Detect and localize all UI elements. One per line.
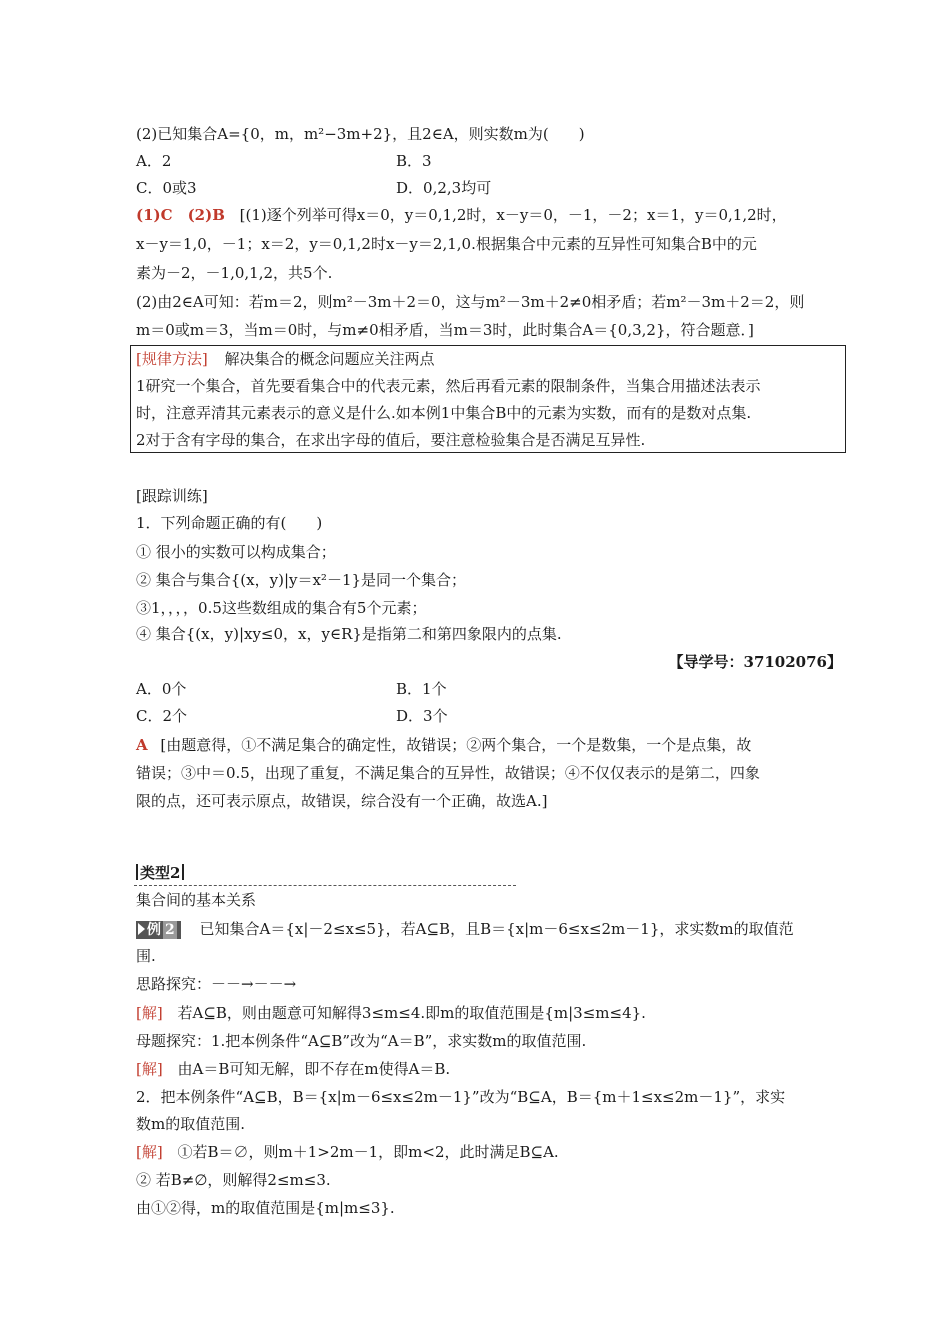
play-icon	[138, 923, 145, 935]
answer-line-2: x－y＝1,0，－1；x＝2，y＝0,1,2时x－y＝2,1,0.根据集合中元素的互异性可知集合B中的元	[136, 235, 757, 253]
answer-tag: (1)C (2)B	[136, 206, 225, 224]
practice-item-3: ③1，，，，0.5这些数组成的集合有5个元素；	[136, 599, 427, 617]
practice-item-4: ④ 集合{(x，y)|xy≤0，x，y∈R}是指第二和第四象限内的点集.	[136, 625, 562, 643]
solution-1: [解] 若A⊆B，则由题意可知解得3≤m≤4.即m的取值范围是{m|3≤m≤4}.	[136, 1004, 646, 1022]
type-heading: 类型2	[134, 862, 186, 883]
example-badge: 例 2	[136, 921, 181, 939]
solution-2: [解] 由A＝B可知无解，即不存在m使得A＝B.	[136, 1060, 451, 1078]
section-divider	[134, 885, 516, 886]
answer-line-4: (2)由2∈A可知：若m＝2，则m²－3m＋2＝0，这与m²－3m＋2≠0相矛盾；若m²－3m＋2＝2，则	[136, 293, 805, 311]
option-a: A．2	[136, 152, 172, 170]
practice-item-2: ② 集合与集合{(x，y)|y＝x²－1}是同一个集合；	[136, 571, 467, 589]
practice-header: [跟踪训练]	[136, 487, 208, 505]
solution-3-line-1: [解] ①若B＝∅，则m＋1>2m－1，即m<2，此时满足B⊆A.	[136, 1143, 559, 1161]
variation-2-line-1: 2．把本例条件“A⊆B，B＝{x|m－6≤x≤2m－1}”改为“B⊆A，B＝{m＋1≤x≤2m－1}”，求实	[136, 1088, 786, 1106]
practice-answer-line-2: 错误；③中＝0.5，出现了重复，不满足集合的互异性，故错误；④不仅仅表示的是第二，四象	[136, 764, 760, 782]
practice-option-b: B．1个	[396, 680, 447, 698]
example-line-1: 例 2 已知集合A＝{x|－2≤x≤5}，若A⊆B，且B＝{x|m－6≤x≤2m－1}，求实数m的取值范	[136, 919, 794, 939]
section-subtitle: 集合间的基本关系	[136, 891, 257, 909]
answer-line-3: 素为－2，－1,0,1,2，共5个.	[136, 264, 333, 282]
practice-option-c: C．2个	[136, 707, 188, 725]
example-line-2: 围.	[136, 947, 156, 965]
method-line-1: 1研究一个集合，首先要看集合中的代表元素，然后再看元素的限制条件，当集合用描述法表示	[136, 377, 761, 395]
option-d: D．0,2,3均可	[396, 179, 492, 197]
answer-line-1: (1)C (2)B [(1)逐个列举可得x＝0，y＝0,1,2时，x－y＝0，－1，－2；x＝1，y＝0,1,2时，	[136, 206, 787, 224]
solution-3-line-3: 由①②得，m的取值范围是{m|m≤3}.	[136, 1199, 395, 1217]
practice-option-a: A．0个	[136, 680, 187, 698]
method-title: 解决集合的概念问题应关注两点	[224, 350, 435, 368]
option-c: C．0或3	[136, 179, 197, 197]
reference-number: 【导学号：37102076】	[668, 653, 842, 671]
option-b: B．3	[396, 152, 432, 170]
question-2-stem: (2)已知集合A={0，m，m²−3m+2}，且2∈A，则实数m为( )	[136, 125, 585, 143]
practice-question: 1．下列命题正确的有( )	[136, 514, 323, 532]
practice-answer-tag: A	[136, 736, 148, 754]
solution-3-line-2: ② 若B≠∅，则解得2≤m≤3.	[136, 1171, 331, 1189]
practice-item-1: ① 很小的实数可以构成集合；	[136, 543, 336, 561]
method-line-2: 时，注意弄清其元素表示的意义是什么.如本例1中集合B中的元素为实数，而有的是数对点集.	[136, 404, 752, 422]
practice-answer-line-3: 限的点，还可表示原点，故错误，综合没有一个正确，故选A.]	[136, 792, 548, 810]
method-tag: [规律方法]	[136, 350, 208, 368]
variation-2-line-2: 数m的取值范围.	[136, 1115, 245, 1133]
method-line-3: 2对于含有字母的集合，在求出字母的值后，要注意检验集合是否满足互异性.	[136, 431, 646, 449]
variation-1: 母题探究：1.把本例条件“A⊆B”改为“A＝B”，求实数m的取值范围.	[136, 1032, 587, 1050]
practice-option-d: D．3个	[396, 707, 448, 725]
practice-answer-line-1: A [由题意得，①不满足集合的确定性，故错误；②两个集合，一个是数集，一个是点集，故	[136, 736, 752, 754]
answer-line-5: m＝0或m＝3，当m＝0时，与m≠0相矛盾，当m＝3时，此时集合A＝{0,3,2}，符合题意．]	[136, 321, 754, 339]
method-header	[136, 349, 435, 369]
idea-line: 思路探究：－－→－－→	[136, 975, 297, 993]
